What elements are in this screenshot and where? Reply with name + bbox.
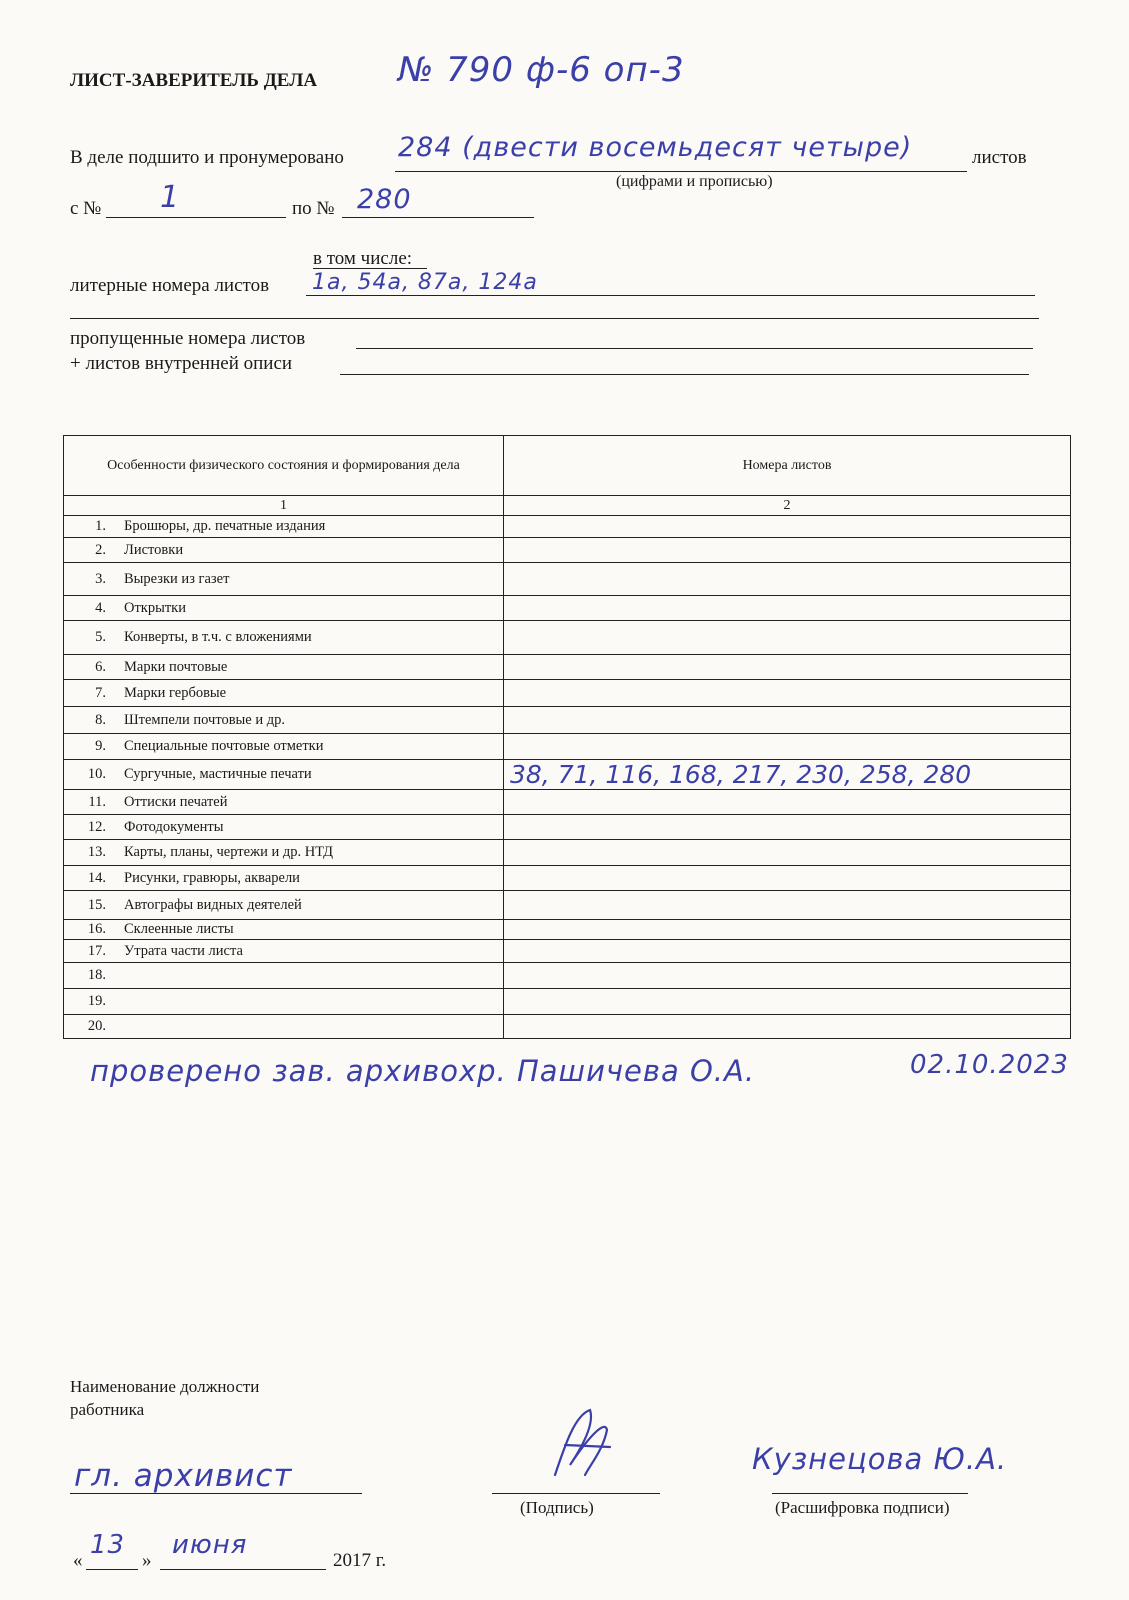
literal-underline [306,295,1035,296]
from-handwritten: 1 [160,180,181,215]
row-sheet-numbers [504,734,1071,760]
position-handwritten: гл. архивист [74,1458,293,1494]
signature-scribble [535,1405,625,1485]
row-number: 4. [95,599,106,616]
table-row [64,734,1071,760]
table-row [64,940,1071,963]
row-sheet-numbers [504,596,1071,621]
signature-label: (Подпись) [520,1498,594,1517]
row-sheet-numbers [504,891,1071,920]
col2-header: Номера листов [504,436,1071,496]
row-number: 17. [87,942,106,959]
row-sheet-numbers [504,707,1071,734]
position-label-1: Наименование должности [70,1377,260,1396]
row-number: 20. [87,1018,106,1034]
row-label: Утрата части листа [124,942,243,959]
row-sheet-numbers [504,655,1071,680]
table-row [64,866,1071,891]
document-title: ЛИСТ-ЗАВЕРИТЕЛЬ ДЕЛА [70,70,318,91]
table-row [64,680,1071,707]
internal-underline [340,374,1029,375]
row-label: Марки гербовые [124,684,227,701]
count-suffix: листов [972,147,1027,168]
row-number: 6. [95,658,106,675]
check-date-handwritten: 02.10.2023 [910,1050,1069,1080]
from-label: с № [70,198,102,219]
row-number: 15. [87,896,106,913]
row-label: Склеенные листы [124,921,234,937]
table-row [64,596,1071,621]
row-label: Оттиски печатей [124,793,228,810]
row-number: 11. [88,793,106,810]
row-feature-cell [64,596,504,621]
row-number: 12. [87,818,106,835]
row-sheet-numbers [504,760,1071,790]
row-number: 9. [95,738,106,754]
row-label: Конверты, в т.ч. с вложениями [124,629,312,645]
row-sheet-numbers [504,1015,1071,1039]
row-number: 3. [95,570,106,587]
row-sheet-numbers [504,815,1071,840]
including-underline [313,268,427,269]
table-row [64,790,1071,815]
missing-underline [356,348,1033,349]
row-feature-cell [64,790,504,815]
row-number: 19. [87,993,106,1009]
table-header-row [64,436,1071,496]
row-number: 13. [87,844,106,860]
to-underline [342,217,534,218]
row-feature-cell [64,1015,504,1039]
position-label-2: работника [70,1400,145,1419]
table-row [64,760,1071,790]
to-label: по № [292,198,335,219]
row-label: Автографы видных деятелей [124,896,302,913]
row-sheet-numbers [504,516,1071,538]
row-number: 18. [87,967,106,983]
date-year: 2017 г. [333,1550,387,1571]
date-day-underline [86,1569,138,1570]
count-hint: (цифрами и прописью) [616,173,773,190]
literal-label: литерные номера листов [70,275,270,296]
to-handwritten: 280 [357,184,412,215]
row-feature-cell [64,989,504,1015]
row-sheet-numbers [504,563,1071,596]
row-feature-cell [64,963,504,989]
table-row [64,920,1071,940]
row-sheet-numbers-handwritten: 38, 71, 116, 168, 217, 230, 258, 280 [510,760,972,789]
col1-index: 1 [64,496,504,516]
row-feature-cell [64,516,504,538]
row-feature-cell [64,891,504,920]
col2-index: 2 [504,496,1071,516]
row-label: Открытки [124,599,186,616]
count-underline [395,171,967,172]
table-row [64,707,1071,734]
row-sheet-numbers [504,920,1071,940]
row-number: 10. [87,766,106,782]
table-row [64,538,1071,563]
including-label: в том числе: [313,248,413,269]
row-sheet-numbers [504,989,1071,1015]
row-sheet-numbers [504,840,1071,866]
position-underline [70,1493,362,1494]
row-sheet-numbers [504,963,1071,989]
row-label: Марки почтовые [124,658,228,675]
table-row [64,989,1071,1015]
table-row [64,563,1071,596]
features-table [63,435,1071,1039]
table-row [64,621,1071,655]
count-label: В деле подшито и пронумеровано [70,147,344,168]
count-handwritten: 284 (двести восемьдесят четыре) [398,132,913,163]
row-feature-cell [64,940,504,963]
row-label: Листовки [124,541,184,558]
row-sheet-numbers [504,538,1071,563]
row-feature-cell [64,866,504,891]
table-row [64,1015,1071,1039]
date-quote-open: « [73,1550,83,1571]
decode-handwritten: Кузнецова Ю.А. [752,1442,1008,1476]
row-label: Специальные почтовые отметки [124,738,324,754]
case-number-handwritten: № 790 ф-6 оп-3 [398,50,685,90]
signature-underline [492,1493,660,1494]
row-feature-cell [64,760,504,790]
row-feature-cell [64,840,504,866]
date-quote-close: » [142,1550,152,1571]
from-underline [106,217,286,218]
missing-label: пропущенные номера листов [70,328,306,349]
table-index-row [64,496,1071,516]
row-feature-cell [64,815,504,840]
check-note-handwritten: проверено зав. архивохр. Пашичева О.А. [90,1054,756,1088]
table-row [64,963,1071,989]
row-feature-cell [64,707,504,734]
row-number: 16. [87,921,106,937]
row-label: Вырезки из газет [124,570,230,587]
row-label: Рисунки, гравюры, акварели [124,869,300,886]
row-label: Штемпели почтовые и др. [124,711,286,728]
row-sheet-numbers [504,940,1071,963]
literal-extra-line [70,318,1039,319]
row-number: 14. [87,869,106,886]
date-month-handwritten: июня [172,1530,248,1560]
decode-underline [772,1493,968,1494]
col1-header: Особенности физического состояния и формирования дела [64,436,504,496]
row-number: 2. [95,541,106,558]
row-feature-cell [64,655,504,680]
row-number: 8. [95,711,106,728]
table-row [64,516,1071,538]
row-sheet-numbers [504,680,1071,707]
internal-label: + листов внутренней описи [70,353,293,374]
row-number: 5. [95,629,106,645]
literal-handwritten: 1а, 54а, 87а, 124а [312,270,538,295]
table-row [64,815,1071,840]
row-feature-cell [64,680,504,707]
row-feature-cell [64,920,504,940]
decode-label: (Расшифровка подписи) [775,1498,950,1517]
row-label: Фотодокументы [124,818,224,835]
row-label: Карты, планы, чертежи и др. НТД [124,844,334,860]
table-row [64,891,1071,920]
row-feature-cell [64,734,504,760]
row-sheet-numbers [504,866,1071,891]
date-day-handwritten: 13 [90,1530,126,1560]
row-number: 7. [95,684,106,701]
row-sheet-numbers [504,621,1071,655]
row-feature-cell [64,538,504,563]
row-feature-cell [64,563,504,596]
table-row [64,840,1071,866]
table-row [64,655,1071,680]
row-label: Брошюры, др. печатные издания [124,518,326,534]
row-number: 1. [95,518,106,534]
date-month-underline [160,1569,326,1570]
row-label: Сургучные, мастичные печати [124,766,312,782]
row-feature-cell [64,621,504,655]
row-sheet-numbers [504,790,1071,815]
